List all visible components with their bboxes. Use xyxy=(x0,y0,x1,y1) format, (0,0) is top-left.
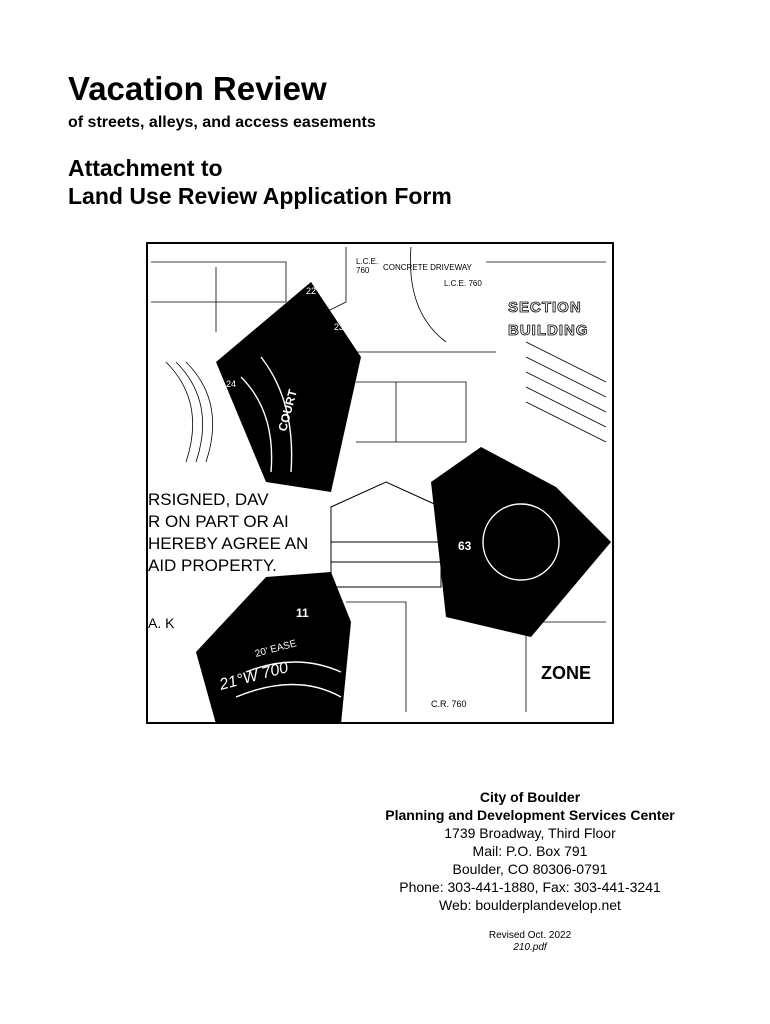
city-name: City of Boulder xyxy=(479,789,581,805)
fragment-cr760: C.R. 760 xyxy=(431,699,467,709)
revision-block xyxy=(470,930,590,954)
mailing-address: Mail: P.O. Box 791 xyxy=(472,843,588,859)
phone-fax: Phone: 303-441-1880, Fax: 303-441-3241 xyxy=(399,879,661,895)
fragment-bearing: 21°W 700 xyxy=(217,659,291,694)
city-state-zip: Boulder, CO 80306-0791 xyxy=(452,861,608,877)
fragment-building: BUILDING xyxy=(508,322,589,339)
fragment-zone: ZONE xyxy=(541,663,592,683)
revision-date: Revised Oct. 2022 xyxy=(488,930,572,941)
fragment-section: SECTION xyxy=(508,299,582,316)
fragment-num-11: 11 xyxy=(296,606,309,620)
page-subtitle: of streets, alleys, and access easements xyxy=(68,114,376,131)
fragment-num-23: 23 xyxy=(334,322,345,332)
fragment-signed: RSIGNED, DAV xyxy=(148,490,269,509)
attachment-line-2: Land Use Review Application Form xyxy=(68,183,452,209)
contact-block xyxy=(360,788,700,914)
attachment-heading xyxy=(68,154,452,210)
web-address: Web: boulderplandevelop.net xyxy=(439,897,621,913)
page-title: Vacation Review xyxy=(68,70,327,107)
center-name: Planning and Development Services Center xyxy=(385,807,675,823)
fragment-property: AID PROPERTY. xyxy=(148,556,277,575)
attachment-line-1: Attachment to xyxy=(68,155,223,181)
fragment-court: COURT xyxy=(275,387,300,433)
fragment-ka: A. K xyxy=(148,615,175,631)
fragment-part: R ON PART OR AI xyxy=(148,512,289,531)
fragment-concrete-driveway: CONCRETE DRIVEWAY xyxy=(383,263,472,272)
fragment-lce-760a: 760 xyxy=(356,266,370,275)
fragment-lce-760b: L.C.E. 760 xyxy=(444,279,482,288)
fragment-lce-top: L.C.E. xyxy=(356,257,379,266)
fragment-num-63: 63 xyxy=(458,539,472,553)
fragment-num-22: 22 xyxy=(306,286,317,296)
fragment-num-24: 24 xyxy=(226,379,237,389)
fragment-easement: 20' EASE xyxy=(253,638,298,660)
plat-map-collage-image xyxy=(146,242,614,724)
street-address: 1739 Broadway, Third Floor xyxy=(444,825,616,841)
file-name: 210.pdf xyxy=(513,942,547,953)
fragment-agree: HEREBY AGREE AN xyxy=(148,534,309,553)
